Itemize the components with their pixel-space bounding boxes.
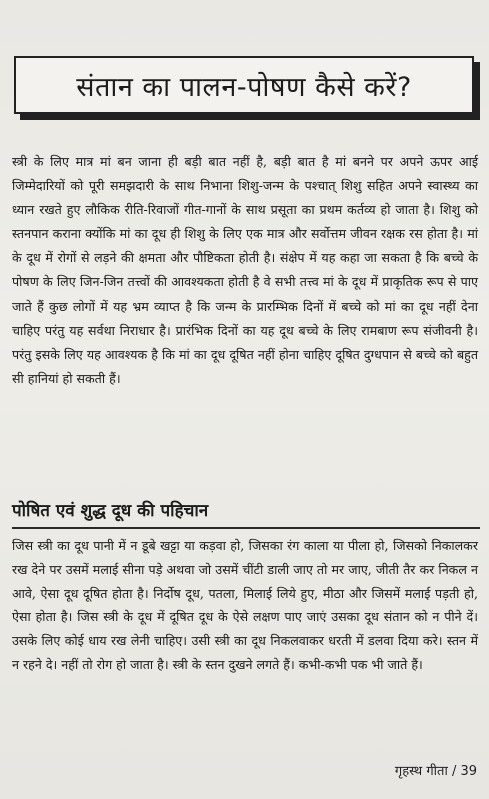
section-paragraph: जिस स्त्री का दूध पानी में न डूबे खट्टा या कड़वा हो, जिसका रंग काला या पीला हो, जिसको निकालकर रख देने पर उसमें मलाई सीना पड़े अथवा जो उसमें चींटी डाली जाए तो मर जाए, जीती तैर कर निकल न आवे, ऐसा दूध दूषित होता है। निर्दोष दूध, पतला, मिलाई लिये हुए, मीठा और जिसमें मलाई पड़ती हो, ऐसा होता है। जिस स्त्री के दूध में दूषित दूध के ऐसे लक्षण पाए जाएं उसका दूध संतान को न पीने दें। उसके लिए कोई धाय रख लेनी चाहिए। उसी स्त्री का दूध निकलवाकर धरती में डलवा दिया करे। स्तन में न रहने दे। नहीं तो रोग हो जाता है। स्त्री के स्तन दुखने लगते हैं। कभी-कभी पक भी जाते हैं। (12, 538, 478, 672)
title-box (14, 56, 474, 114)
heading-underline (12, 527, 480, 529)
page-title: संतान का पालन-पोषण कैसे करें? (76, 71, 412, 103)
page-footer: गृहस्थ गीता / 39 (394, 764, 477, 779)
intro-paragraph: स्त्री के लिए मात्र मां बन जाना ही बड़ी बात नहीं है, बड़ी बात है मां बनने पर अपने ऊपर आई जिम्मेदारियों को पूरी समझदारी के साथ निभाना शिशु-जन्म के पश्चात् शिशु सहित अपने स्वास्थ्य का ध्यान रखते हुए लौकिक रीति-रिवाजों गीत-गानों के साथ प्रसूता का प्रथम कर्तव्य हो जाता है। शिशु को स्तनपान कराना क्योंकि मां का दूध ही शिशु के लिए एक मात्र और सर्वोत्तम जीवन रक्षक रस होता है। मां के दूध में रोगों से लड़ने की क्षमता और पौष्टिकता होती है। संक्षेप में यह कहा जा सकता है कि बच्चे के पोषण के लिए जिन-जिन तत्त्वों की आवश्यकता होती है वे सभी तत्त्व मां के दूध में प्राकृतिक रूप से पाए जाते हैं कुछ लोगों में यह भ्रम व्याप्त है कि जन्म के प्रारम्भिक दिनों में बच्चे को मां का दूध नहीं देना चाहिए परंतु यह सर्वथा निराधार है। प्रारंभिक दिनों का यह दूध बच्चे के लिए रामबाण रूप संजीवनी है। परंतु इसके लिए यह आवश्यक है कि मां का दूध दूषित नहीं होना चाहिए दूषित दुग्धपान से बच्चे को बहुत सी हानियां हो सकती हैं। (12, 154, 478, 386)
section-heading: पोषित एवं शुद्ध दूध की पहिचान (12, 501, 209, 521)
